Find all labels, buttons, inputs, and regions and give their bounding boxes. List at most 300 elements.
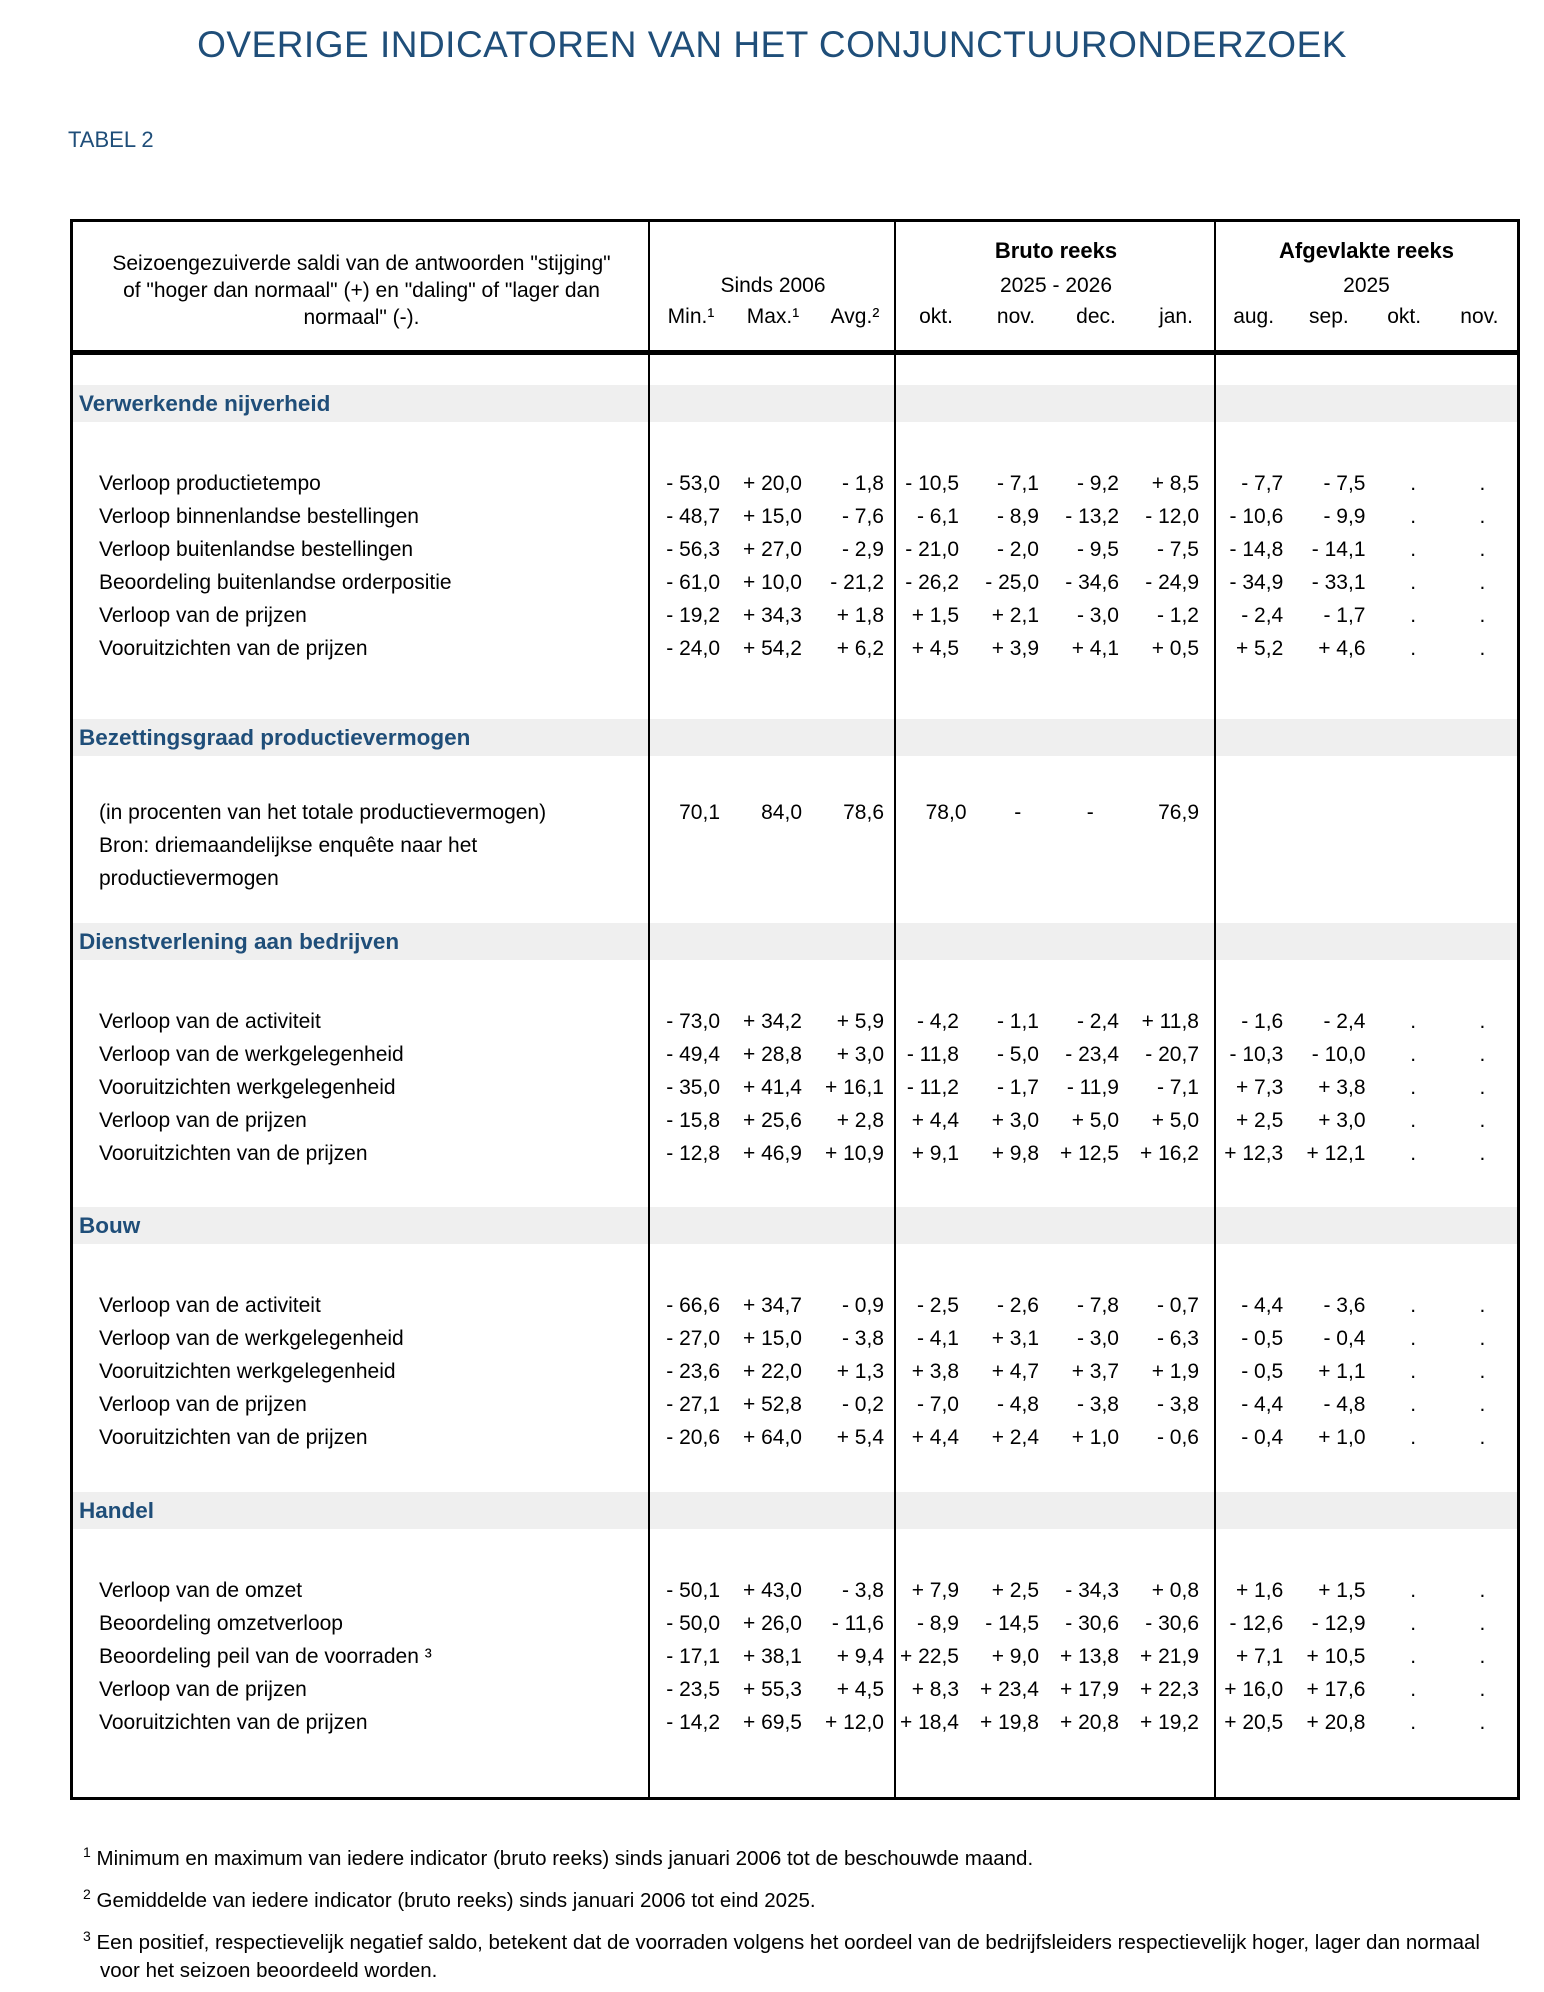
- cell-value: .: [1410, 604, 1417, 627]
- cell-value: - 10,5: [905, 472, 959, 495]
- cell-value: .: [1479, 1010, 1486, 1033]
- row-values-afgevlakte-reeks: [1214, 1640, 1517, 1673]
- cell-value: - 10,3: [1229, 1043, 1284, 1066]
- table-row: [73, 599, 1517, 632]
- cell-value: + 20,5: [1224, 1711, 1284, 1734]
- cell-value: + 1,8: [836, 604, 884, 627]
- row-label: [73, 796, 648, 895]
- cell-value: + 46,9: [743, 1142, 802, 1165]
- cell-value: - 0,4: [1241, 1426, 1284, 1449]
- row-label: Verloop van de werkgelegenheid: [99, 1327, 404, 1350]
- cell-value: - 1,7: [996, 1076, 1039, 1099]
- cell-value: + 2,5: [991, 1579, 1039, 1602]
- section-title: Handel: [79, 1497, 155, 1523]
- footnote-marker: 1: [83, 1844, 91, 1860]
- cell-value: - 23,4: [1065, 1043, 1119, 1066]
- cell-value: - 17,1: [666, 1645, 720, 1668]
- cell-value: + 1,9: [1151, 1360, 1199, 1383]
- cell-value: + 22,3: [1140, 1678, 1199, 1701]
- cell-value: + 34,2: [743, 1010, 802, 1033]
- row-values-afgevlakte-reeks: [1214, 796, 1517, 895]
- cell-value: + 1,6: [1235, 1579, 1284, 1602]
- row-values-afgevlakte-reeks: [1214, 1104, 1517, 1137]
- row-values-afgevlakte-reeks: [1214, 1706, 1517, 1739]
- group-subtitle: 2025 - 2026: [999, 274, 1113, 297]
- table-row: [73, 1137, 1517, 1170]
- row-values-bruto-reeks: [894, 1640, 1214, 1673]
- cell-value: - 6,3: [1156, 1327, 1199, 1350]
- cell-value: + 3,0: [991, 1109, 1039, 1132]
- cell-value: + 4,6: [1318, 637, 1366, 660]
- table-description-line: Seizoengezuiverde saldi van de antwoorden "stijging": [112, 251, 611, 275]
- cell-value: + 9,8: [991, 1142, 1039, 1165]
- cell-value: + 5,0: [1151, 1109, 1199, 1132]
- cell-value: .: [1410, 1010, 1417, 1033]
- cell-value: + 0,8: [1151, 1579, 1199, 1602]
- table-row: [73, 1673, 1517, 1706]
- row-values-sinds-2006: [648, 632, 894, 665]
- cell-value: .: [1479, 604, 1486, 627]
- row-values-afgevlakte-reeks: [1214, 1071, 1517, 1104]
- cell-value: - 11,6: [831, 1612, 884, 1635]
- cell-value: - 34,6: [1065, 571, 1119, 594]
- cell-value: - 27,1: [666, 1393, 720, 1416]
- cell-value: - 7,1: [1156, 1076, 1199, 1099]
- cell-value: - 8,9: [916, 1612, 959, 1635]
- cell-value: 84,0: [761, 801, 802, 824]
- cell-value: + 9,4: [836, 1645, 884, 1668]
- row-values-afgevlakte-reeks: [1214, 1388, 1517, 1421]
- row-values-sinds-2006: [648, 599, 894, 632]
- column-group-sinds-2006: [650, 222, 896, 350]
- section-header-band: [73, 1207, 1517, 1244]
- cell-value: .: [1410, 1579, 1417, 1602]
- column-header-aug: aug.: [1233, 305, 1275, 328]
- cell-value: - 10,6: [1229, 505, 1284, 528]
- group-columns: [650, 303, 896, 331]
- row-values-afgevlakte-reeks: [1214, 1355, 1517, 1388]
- cell-value: - 3,6: [1323, 1294, 1366, 1317]
- row-values-sinds-2006: [648, 500, 894, 533]
- row-values-sinds-2006: [648, 566, 894, 599]
- cell-value: .: [1479, 1645, 1486, 1668]
- table-row: [73, 1104, 1517, 1137]
- row-label: Vooruitzichten werkgelegenheid: [99, 1360, 396, 1383]
- cell-value: - 21,2: [830, 571, 884, 594]
- cell-value: .: [1410, 1645, 1417, 1668]
- footnote-text: Een positief, respectievelijk negatief saldo, betekent dat de voorraden volgens het oordeel van de bedrijfsleiders respectievelijk hoger, lager dan normaal voor het seizoen beoordeeld worden.: [96, 1930, 1480, 1983]
- row-values-bruto-reeks: [894, 599, 1214, 632]
- cell-value: + 12,0: [825, 1711, 884, 1734]
- cell-value: + 8,5: [1151, 472, 1199, 495]
- cell-value: + 3,0: [836, 1043, 884, 1066]
- cell-value: - 6,1: [916, 505, 959, 528]
- cell-value: - 7,6: [841, 505, 884, 528]
- cell-value: + 4,5: [911, 637, 959, 660]
- table-body: [73, 385, 1517, 1739]
- cell-value: + 10,0: [743, 571, 802, 594]
- cell-value: .: [1479, 1043, 1486, 1066]
- table-description-line: normaal" (-).: [303, 305, 420, 329]
- column-header-jan: jan.: [1159, 305, 1193, 328]
- cell-value: .: [1479, 1678, 1486, 1701]
- table-row: [73, 1574, 1517, 1607]
- cell-value: + 34,7: [743, 1294, 802, 1317]
- cell-value: .: [1479, 505, 1486, 528]
- footnote-text: Minimum en maximum van iedere indicator (bruto reeks) sinds januari 2006 tot de beschouwde maand.: [96, 1846, 1034, 1870]
- cell-value: + 1,5: [911, 604, 959, 627]
- row-values-bruto-reeks: [894, 1005, 1214, 1038]
- cell-value: .: [1410, 505, 1417, 528]
- row-label: Verloop van de activiteit: [99, 1010, 321, 1033]
- column-header-nov: nov.: [1460, 305, 1499, 328]
- cell-value: - 49,4: [666, 1043, 720, 1066]
- column-group-afgevlakte-reeks: [1216, 222, 1517, 350]
- cell-value: - 21,0: [905, 538, 959, 561]
- cell-value: + 55,3: [743, 1678, 802, 1701]
- cell-value: + 7,9: [911, 1579, 959, 1602]
- group-title: Bruto reeks: [994, 238, 1118, 263]
- row-values-bruto-reeks: [894, 533, 1214, 566]
- section-rows: [73, 796, 1517, 895]
- table-row: [73, 1322, 1517, 1355]
- cell-value: - 4,4: [1241, 1393, 1284, 1416]
- row-values-bruto-reeks: [894, 1607, 1214, 1640]
- cell-value: + 4,1: [1071, 637, 1119, 660]
- row-values-bruto-reeks: [894, 1673, 1214, 1706]
- cell-value: - 30,6: [1065, 1612, 1119, 1635]
- table-row: [73, 632, 1517, 665]
- column-header-min: Min.¹: [667, 305, 715, 328]
- cell-value: - 3,0: [1076, 604, 1119, 627]
- cell-value: + 54,2: [743, 637, 802, 660]
- cell-value: - 24,9: [1145, 571, 1199, 594]
- cell-value: + 2,4: [991, 1426, 1039, 1449]
- table-description: [73, 222, 650, 350]
- row-values-afgevlakte-reeks: [1214, 1289, 1517, 1322]
- column-group-bruto-reeks: [896, 222, 1216, 350]
- row-values-afgevlakte-reeks: [1214, 599, 1517, 632]
- cell-value: - 11,8: [906, 1043, 959, 1066]
- cell-value: + 69,5: [743, 1711, 802, 1734]
- row-values-sinds-2006: [648, 1607, 894, 1640]
- cell-value: + 3,8: [911, 1360, 959, 1383]
- cell-value: - 20,6: [666, 1426, 720, 1449]
- group-columns: [1216, 303, 1517, 331]
- row-values-bruto-reeks: [894, 467, 1214, 500]
- cell-value: + 1,1: [1318, 1360, 1366, 1383]
- cell-value: - 30,6: [1145, 1612, 1199, 1635]
- cell-value: + 22,5: [900, 1645, 959, 1668]
- cell-value: .: [1479, 1612, 1486, 1635]
- cell-value: - 3,8: [841, 1327, 884, 1350]
- cell-value: + 6,2: [836, 637, 884, 660]
- section-title: Verwerkende nijverheid: [79, 390, 331, 416]
- footnotes: [83, 1838, 1495, 1992]
- section-header-band: [73, 385, 1517, 422]
- cell-value: - 34,3: [1065, 1579, 1119, 1602]
- cell-value: + 10,5: [1306, 1645, 1366, 1668]
- row-values-sinds-2006: [648, 1071, 894, 1104]
- cell-value: - 12,0: [1145, 505, 1199, 528]
- cell-value: .: [1410, 1043, 1417, 1066]
- row-values-bruto-reeks: [894, 1706, 1214, 1739]
- cell-value: .: [1479, 472, 1486, 495]
- row-values-bruto-reeks: [894, 1355, 1214, 1388]
- cell-value: - 7,5: [1323, 472, 1366, 495]
- cell-value: + 26,0: [743, 1612, 802, 1635]
- table-row: [73, 1706, 1517, 1739]
- group-title: [650, 237, 896, 265]
- cell-value: - 10,0: [1311, 1043, 1366, 1066]
- cell-value: .: [1410, 1294, 1417, 1317]
- cell-value: - 0,4: [1323, 1327, 1366, 1350]
- group-subtitle: Sinds 2006: [720, 274, 826, 297]
- table-row: [73, 566, 1517, 599]
- cell-value: .: [1479, 1294, 1486, 1317]
- cell-value: .: [1410, 1678, 1417, 1701]
- cell-value: .: [1479, 1327, 1486, 1350]
- cell-value: - 12,8: [666, 1142, 720, 1165]
- cell-value: + 17,6: [1306, 1678, 1366, 1701]
- cell-value: + 52,8: [743, 1393, 802, 1416]
- table-row: [73, 1289, 1517, 1322]
- cell-value: - 7,0: [916, 1393, 959, 1416]
- footnote-text: Gemiddelde van iedere indicator (bruto reeks) sinds januari 2006 tot eind 2025.: [96, 1888, 816, 1912]
- cell-value: + 27,0: [743, 538, 802, 561]
- cell-value: - 26,2: [905, 571, 959, 594]
- row-values-sinds-2006: [648, 1640, 894, 1673]
- cell-value: - 8,9: [996, 505, 1039, 528]
- cell-value: .: [1410, 571, 1417, 594]
- page-title: OVERIGE INDICATOREN VAN HET CONJUNCTUURONDERZOEK: [197, 24, 1347, 65]
- cell-value: - 27,0: [666, 1327, 720, 1350]
- cell-value: - 4,4: [1241, 1294, 1284, 1317]
- cell-value: + 2,1: [991, 604, 1039, 627]
- cell-value: + 25,6: [743, 1109, 802, 1132]
- cell-value: + 34,3: [743, 604, 802, 627]
- row-values-sinds-2006: [648, 1388, 894, 1421]
- cell-value: + 1,5: [1318, 1579, 1366, 1602]
- cell-value: - 12,9: [1311, 1612, 1366, 1635]
- cell-value: + 1,0: [1071, 1426, 1119, 1449]
- cell-value: - 7,5: [1156, 538, 1199, 561]
- cell-value: - 1,2: [1156, 604, 1199, 627]
- cell-value: .: [1410, 637, 1417, 660]
- cell-value: - 33,1: [1311, 571, 1366, 594]
- cell-value: .: [1479, 1142, 1486, 1165]
- table-label: TABEL 2: [68, 127, 154, 152]
- cell-value: + 3,0: [1318, 1109, 1366, 1132]
- cell-value: + 11,8: [1141, 1010, 1199, 1033]
- cell-value: - 4,8: [996, 1393, 1039, 1416]
- cell-value: + 9,1: [911, 1142, 959, 1165]
- cell-value: - 14,1: [1311, 538, 1366, 561]
- cell-value: 70,1: [679, 801, 720, 824]
- cell-value: + 19,8: [980, 1711, 1039, 1734]
- cell-value: + 3,7: [1071, 1360, 1119, 1383]
- cell-value: 78,0: [925, 801, 967, 824]
- group-columns: [896, 303, 1216, 331]
- row-values-sinds-2006: [648, 1038, 894, 1071]
- cell-value: .: [1479, 1360, 1486, 1383]
- cell-value: + 16,1: [825, 1076, 884, 1099]
- row-values-afgevlakte-reeks: [1214, 500, 1517, 533]
- row-label: Verloop van de activiteit: [99, 1294, 321, 1317]
- row-values-afgevlakte-reeks: [1214, 1005, 1517, 1038]
- cell-value: + 1,3: [836, 1360, 884, 1383]
- table-row: [73, 467, 1517, 500]
- cell-value: + 16,2: [1140, 1142, 1199, 1165]
- cell-value: + 12,5: [1060, 1142, 1119, 1165]
- row-label: Vooruitzichten werkgelegenheid: [99, 1076, 396, 1099]
- row-values-afgevlakte-reeks: [1214, 1421, 1517, 1454]
- cell-value: + 5,0: [1071, 1109, 1119, 1132]
- cell-value: + 2,5: [1235, 1109, 1284, 1132]
- cell-value: + 18,4: [900, 1711, 959, 1734]
- column-divider: [648, 222, 650, 1797]
- row-values-bruto-reeks: [894, 1038, 1214, 1071]
- cell-value: - 0,5: [1241, 1360, 1284, 1383]
- row-values-afgevlakte-reeks: [1214, 1038, 1517, 1071]
- cell-value: + 20,8: [1060, 1711, 1119, 1734]
- cell-value: + 8,3: [911, 1678, 959, 1701]
- cell-value: + 2,8: [836, 1109, 884, 1132]
- cell-value: + 10,9: [825, 1142, 884, 1165]
- column-header-dec: dec.: [1076, 305, 1116, 328]
- cell-value: - 2,0: [996, 538, 1039, 561]
- cell-value: .: [1410, 538, 1417, 561]
- row-label: Beoordeling buitenlandse orderpositie: [99, 571, 452, 594]
- cell-value: - 3,8: [1076, 1393, 1119, 1416]
- footnote-marker: 2: [83, 1885, 91, 1902]
- row-values-sinds-2006: [648, 1673, 894, 1706]
- row-label-line: (in procenten van het totale productievermogen): [99, 801, 547, 824]
- cell-value: - 5,0: [996, 1043, 1039, 1066]
- section-title: Bezettingsgraad productievermogen: [79, 724, 471, 750]
- cell-value: .: [1479, 1393, 1486, 1416]
- cell-value: - 7,1: [996, 472, 1039, 495]
- group-subtitle: 2025: [1343, 274, 1390, 297]
- row-label: Vooruitzichten van de prijzen: [99, 637, 368, 660]
- row-values-sinds-2006: [648, 1355, 894, 1388]
- table-row: [73, 1038, 1517, 1071]
- row-label: Verloop van de omzet: [99, 1579, 303, 1602]
- row-values-bruto-reeks: [894, 1388, 1214, 1421]
- cell-value: - 48,7: [666, 505, 720, 528]
- cell-value: - 53,0: [666, 472, 720, 495]
- footnote: [83, 1922, 1495, 1986]
- cell-value: - 0,6: [1156, 1426, 1199, 1449]
- cell-value: + 12,1: [1306, 1142, 1366, 1165]
- cell-value: + 20,0: [743, 472, 802, 495]
- row-label: Vooruitzichten van de prijzen: [99, 1426, 368, 1449]
- row-values-sinds-2006: [648, 533, 894, 566]
- cell-value: .: [1410, 472, 1417, 495]
- cell-value: .: [1410, 1076, 1417, 1099]
- cell-value: - 24,0: [666, 637, 720, 660]
- cell-value: - 9,2: [1076, 472, 1119, 495]
- column-header-avg: Avg.²: [830, 305, 880, 328]
- table-row: [73, 1421, 1517, 1454]
- footnote: [83, 1838, 1495, 1873]
- row-values-afgevlakte-reeks: [1214, 1607, 1517, 1640]
- cell-value: - 11,9: [1066, 1076, 1119, 1099]
- cell-value: + 3,8: [1318, 1076, 1366, 1099]
- cell-value: + 15,0: [743, 505, 802, 528]
- row-label-line: productievermogen: [99, 867, 279, 890]
- cell-value: - 23,6: [666, 1360, 720, 1383]
- cell-value: + 13,8: [1060, 1645, 1119, 1668]
- indicators-table: [70, 219, 1520, 1800]
- cell-value: - 3,8: [841, 1579, 884, 1602]
- cell-value: - 73,0: [666, 1010, 720, 1033]
- cell-value: + 20,8: [1306, 1711, 1366, 1734]
- row-values-bruto-reeks: [894, 632, 1214, 665]
- section-header-band: [73, 719, 1517, 756]
- cell-value: + 64,0: [743, 1426, 802, 1449]
- table-row: [73, 1071, 1517, 1104]
- row-values-bruto-reeks: [894, 1137, 1214, 1170]
- cell-value: - 23,5: [666, 1678, 720, 1701]
- cell-value: .: [1410, 1393, 1417, 1416]
- row-values-afgevlakte-reeks: [1214, 566, 1517, 599]
- cell-value: - 50,1: [666, 1579, 720, 1602]
- section-header-band: [73, 923, 1517, 960]
- cell-value: - 1,7: [1323, 604, 1366, 627]
- cell-value: - 1,8: [841, 472, 884, 495]
- cell-value: + 4,5: [836, 1678, 884, 1701]
- cell-value: - 9,9: [1323, 505, 1366, 528]
- row-values-sinds-2006: [648, 1289, 894, 1322]
- column-divider: [894, 222, 896, 1797]
- row-label: Beoordeling peil van de voorraden ³: [99, 1645, 432, 1668]
- cell-value: - 12,6: [1229, 1612, 1284, 1635]
- column-header-okt: okt.: [1387, 305, 1422, 328]
- cell-value: - 0,5: [1241, 1327, 1284, 1350]
- row-label: Verloop buitenlandse bestellingen: [99, 538, 414, 561]
- cell-value: + 23,4: [980, 1678, 1039, 1701]
- cell-value: + 19,2: [1140, 1711, 1199, 1734]
- row-label: Verloop binnenlandse bestellingen: [99, 505, 419, 528]
- row-label: Verloop van de prijzen: [99, 604, 307, 627]
- cell-value: - 66,6: [666, 1294, 720, 1317]
- cell-value: + 0,5: [1151, 637, 1199, 660]
- table-row: [73, 1005, 1517, 1038]
- table-section: [73, 385, 1517, 665]
- row-values-bruto-reeks: [894, 1104, 1214, 1137]
- table-row: [73, 1388, 1517, 1421]
- cell-value: + 4,4: [911, 1109, 959, 1132]
- row-values-sinds-2006: [648, 1322, 894, 1355]
- cell-value: - 50,0: [666, 1612, 720, 1635]
- row-label: Vooruitzichten van de prijzen: [99, 1142, 368, 1165]
- section-rows: [73, 1289, 1517, 1454]
- cell-value: 76,9: [1158, 801, 1199, 824]
- table-section: [73, 1492, 1517, 1739]
- row-label: Vooruitzichten van de prijzen: [99, 1711, 368, 1734]
- cell-value: - 1,6: [1241, 1010, 1284, 1033]
- cell-value: + 3,1: [991, 1327, 1039, 1350]
- cell-value: + 38,1: [743, 1645, 802, 1668]
- cell-value: - 13,2: [1065, 505, 1119, 528]
- cell-value: .: [1410, 1142, 1417, 1165]
- row-label: Verloop van de prijzen: [99, 1393, 307, 1416]
- cell-value: - 14,5: [985, 1612, 1039, 1635]
- cell-value: - 19,2: [666, 604, 720, 627]
- row-values-afgevlakte-reeks: [1214, 1574, 1517, 1607]
- row-values-afgevlakte-reeks: [1214, 467, 1517, 500]
